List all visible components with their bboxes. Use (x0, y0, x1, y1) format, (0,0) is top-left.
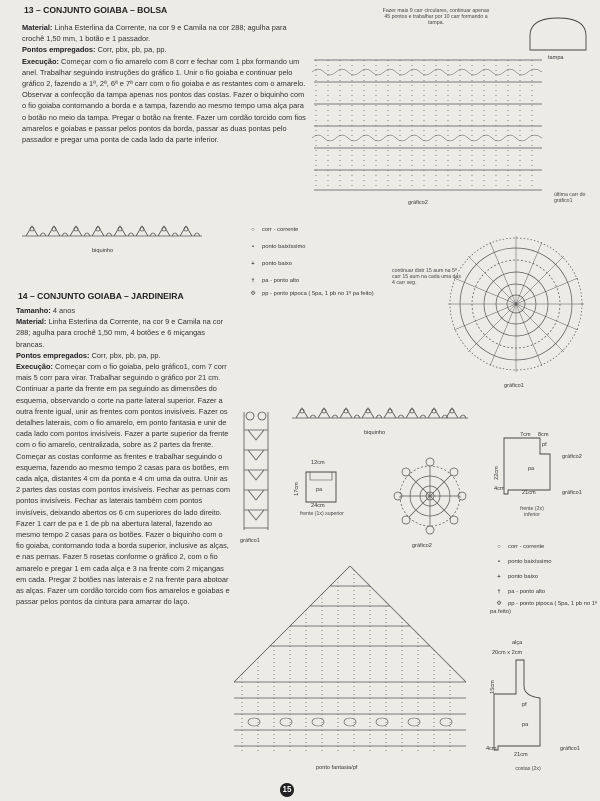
legend-bottom-item (490, 555, 600, 570)
pa-label-2: pa (528, 466, 535, 472)
jardineira-body (16, 305, 232, 607)
dim-20cm: 20cm x 2cm (492, 650, 523, 656)
costas-2x-label: costas (2x) (515, 766, 541, 772)
legend-symbol: ⟐ (250, 291, 256, 297)
legend-text: ponto baixíssimo (262, 244, 306, 250)
grafico2-roseta-chart (394, 454, 466, 540)
grafico1-label-mid: gráfico1 (240, 538, 260, 544)
legend-symbol: † (497, 589, 501, 595)
legend-symbol: • (497, 559, 501, 565)
jardineira-material-text: Linha Esterlina da Corrente, na cor 9 e Camila na cor 288; agulha para crochê 1,50 mm, 4 botões e 6 miçangas brancas. (16, 317, 224, 349)
grafico2-label-top: gráfico2 (408, 200, 428, 206)
legend-symbol: • (251, 244, 255, 250)
bolsa-material-text: Linha Esterlina da Corrente, na cor 9 e Camila na cor 288; agulha para crochê 1,50 mm, 1 botão e 1 passador. (22, 23, 287, 44)
ultima-carr-label: última carr do gráfico1 (554, 192, 586, 204)
jardineira-execucao-label: Execução: (16, 362, 53, 372)
legend-text: corr - corrente (508, 544, 545, 550)
grafico2-label-ref: gráfico2 (562, 454, 582, 460)
legend-text: pp - ponto pipoca ( 5pa, 1 pb no 1º pa feito) (490, 601, 598, 615)
dim-21cm: 21cm (522, 490, 536, 496)
grafico1-circle-chart (396, 232, 586, 380)
grafico1-label-top: gráfico1 (504, 383, 524, 389)
legend-top-item (244, 256, 374, 273)
bolsa-body (22, 22, 306, 145)
legend-symbol: † (251, 278, 255, 284)
ponto-fantasia-chart (230, 562, 470, 762)
costas-shape (494, 656, 566, 756)
dim-17cm: 17cm (293, 482, 300, 496)
legend-bottom-item (490, 540, 600, 555)
legend-text: pa - ponto alto (508, 589, 546, 595)
legend-text: ponto baixo (262, 261, 292, 267)
pa-label-3: pa (522, 722, 529, 728)
jardineira-tamanho-label: Tamanho: (16, 306, 51, 315)
dim-4cm: 4cm (494, 486, 505, 492)
grafico2-bolsa-chart (312, 52, 544, 198)
bolsa-pontos-label: Pontos empregados: (22, 45, 96, 55)
bolsa-title: 13 – CONJUNTO GOIABA – BOLSA (24, 5, 168, 15)
continuar-distr-label: continuar distr 15 aum na 5ª carr 15 aum na cada uma das 4 carr seg. (392, 268, 461, 286)
frente-1x-label: frente (1x) superior (300, 511, 344, 517)
legend-symbol: ⟐ (496, 601, 502, 607)
legend-top-item (244, 273, 374, 290)
legend-bottom-item (490, 600, 600, 616)
jardineira-pontos-text: Corr, pbx, pb, pa, pp. (91, 350, 161, 360)
biquinho-label-right: biquinho (364, 430, 386, 436)
biquinho-chart-left (22, 222, 202, 244)
jardineira-execucao-text: Começar com o fio goiaba, pelo gráfico1, com 7 corr mais 5 corr para virar. Trabalhar seguindo o gráfico por 21 cm. Continuar a parte da frente em pa seguindo as dimensões do esquema, observando o corte na parte lateral superior. Fazer a outra frente igual, unir as frentes com pontos invisíveis. Fazer os detalhes laterais, com o fio amarelo, em ponto fantasia e unir de cada lado com pontos invisíveis. Fazer a parte superior da frente com o fio amarelo, centralizada, sobre as 2 partes da frente. Começar as costas conforme as frentes e trabalhar seguindo o esquema, fazendo ao mesmo tempo 2 casas para os botões, em cada alça, distantes 4 cm da ponta e 4 cm uma da outra. Unir as 2 partes das costas com pontos invisíveis. Fechar as pernas com pontos invisíveis. Fechar as laterais também com pontos invisíveis, deixando abertos os 6 cm superiores do lado direito. Fazer 1 carr de pa e 1 de pb na abertura lateral, fazendo ao mesmo tempo 2 casas para os botões. Fazer o biquinho com o fio goiaba, contornando toda a borda superior, inclusive as alças, e nas pernas. Fazer 5 rosetas conforme o gráfico 2, com o fio amarelo e pregar 1 em cada alça e 3 na frente com 2 miçangas em cada. Pregar 2 botões nas laterais e 2 na frente para abotoar as alças. Fazer um cordão torcido com fios amarelos e goiabas e passar pelos pontos da cintura para amarrar do laço. (16, 362, 231, 607)
dim-21cm-b: 21cm (514, 752, 528, 758)
legend-symbol: + (497, 574, 501, 580)
page-number: 15 (280, 783, 294, 797)
legend-symbol: ○ (497, 544, 501, 550)
legend-symbol: ○ (251, 227, 255, 233)
dim-7cm: 7cm (520, 432, 531, 438)
tampa-shape (526, 14, 590, 54)
legend-symbol: + (251, 261, 255, 267)
ponto-fantasia-label: ponto fantasia/pf (316, 765, 358, 771)
legend-top-item (244, 290, 374, 298)
alca-label: alça (512, 640, 523, 646)
legend-top-item (244, 239, 374, 256)
pa-label-1: pa (316, 487, 323, 493)
bolsa-execucao-label: Execução: (22, 56, 59, 66)
bolsa-material-label: Material: (22, 23, 53, 32)
jardineira-tamanho-text: 4 anos (52, 306, 76, 315)
dim-4cm-b: 4cm (486, 746, 497, 752)
legend-text: pa - ponto alto (262, 278, 300, 284)
legend-text: corr - corrente (262, 227, 299, 233)
grafico2-label-mid: gráfico2 (412, 543, 432, 549)
dim-22cm: 22cm (493, 466, 500, 480)
dim-24cm: 24cm (311, 503, 325, 509)
grafico1-strip-chart (236, 408, 276, 534)
grafico1-label-bottom: gráfico1 (560, 746, 580, 752)
grafico1-label-ref: gráfico1 (562, 490, 582, 496)
dim-12cm: 12cm (311, 460, 325, 466)
legend-top-item (244, 222, 374, 239)
jardineira-title: 14 – CONJUNTO GOIABA – JARDINEIRA (18, 291, 184, 301)
dim-8cm: 8cm (538, 432, 549, 438)
legend-top (244, 222, 374, 298)
legend-bottom (490, 540, 600, 616)
pf-label: pf (542, 442, 547, 448)
dim-15cm: 15cm (489, 680, 496, 694)
legend-bottom-item (490, 585, 600, 600)
bolsa-pontos-text: Corr, pbx, pb, pa, pp. (97, 45, 167, 55)
legend-bottom-item (490, 570, 600, 585)
note-top: Fazer mais 9 carr circulares, continuar apenas 45 pontos e trabalhar por 10 carr formando a tampa. (382, 8, 490, 26)
bolsa-execucao-text: Começar com o fio amarelo com 8 corr e fechar com 1 pbx formando um anel. Trabalhar seguindo instruções do gráfico 1. Unir o fio goiaba e continuar pelo gráfico 2, fazendo a 1ª, 2ª, 6ª e 7ª carr com o fio goiaba e as restantes com o amarelo. Observar a confecção da tampa apenas nos pontos das costas. Fazer o biquinho com o fio goiaba contornando a borda e a tampa, fazendo ao mesmo tempo uma alça para o botão no meio da tampa. Pregar o botão na frente. Fazer um cordão torcido com fios amarelos e goiabas e passar pelos pontos da borda, passar as duas pontas pelo passador e pregar uma ponta de cada lado da parte inferior. (22, 56, 306, 145)
pf-label-2: pf (522, 702, 527, 708)
jardineira-pontos-label: Pontos empregados: (16, 350, 90, 360)
tampa-label: tampa (548, 55, 564, 61)
jardineira-material-label: Material: (16, 317, 47, 327)
biquinho-label-left: biquinho (92, 248, 114, 254)
legend-text: pp - ponto pipoca ( 5pa, 1 pb no 1º pa feito) (262, 291, 374, 297)
legend-text: ponto baixíssimo (508, 559, 552, 565)
biquinho-chart-right (292, 404, 468, 424)
frente-2x-label: frente (2x) inferior (520, 506, 544, 518)
legend-text: ponto baixo (508, 574, 538, 580)
